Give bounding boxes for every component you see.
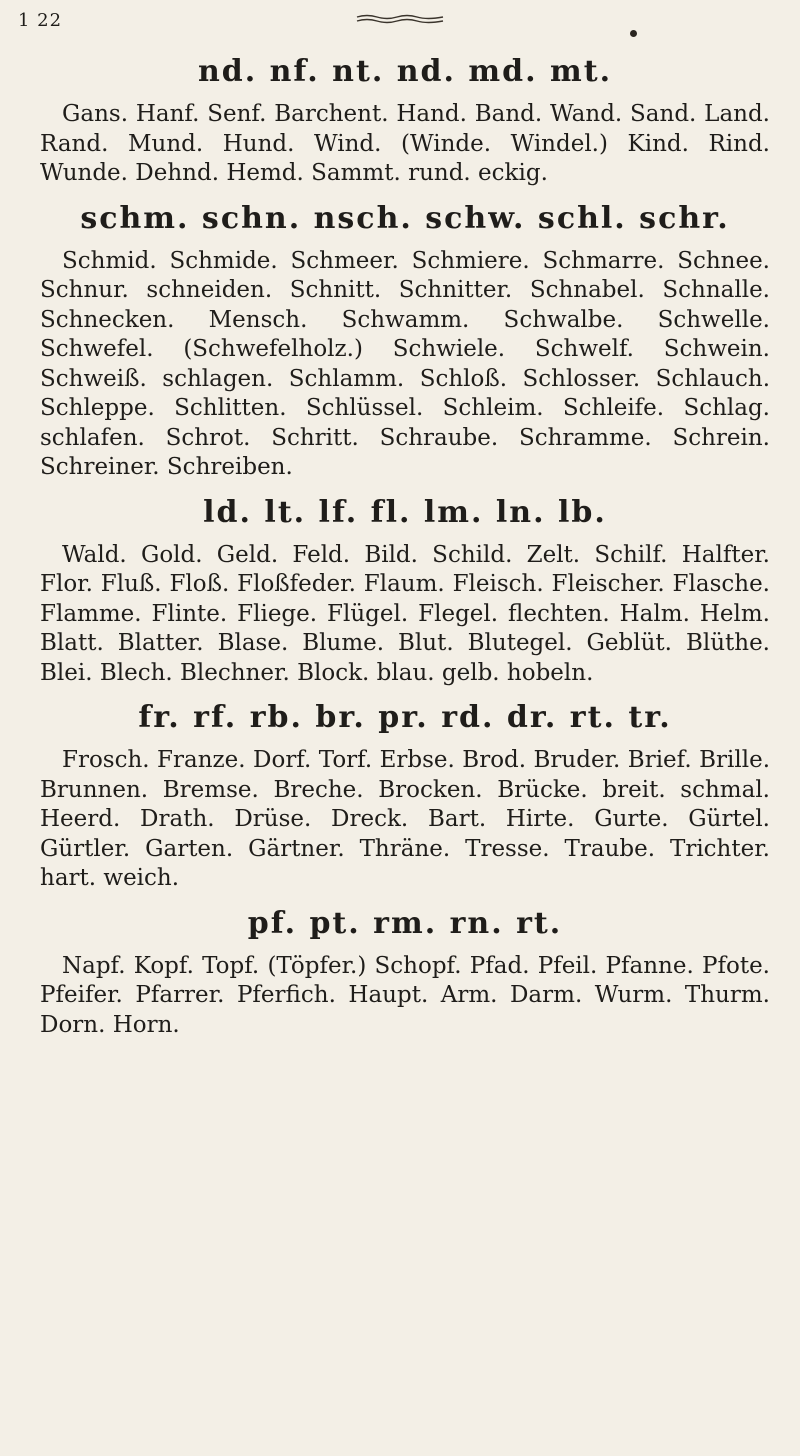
section-pf [40,904,770,1041]
section-heading: fr. rf. rb. br. pr. rd. dr. rt. tr. [138,700,672,735]
section-heading: ld. lt. lf. fl. lm. ln. lb. [203,494,607,530]
word-list: Gans. Hanf. Senf. Barchent. Hand. Band. Wand. Sand. Land. Rand. Mund. Hund. Wind. (Winde. Windel.) Kind. Rind. Wunde. Dehnd. Hemd. Sammt. rund. eckig. [40,101,770,186]
section-ld [40,493,770,689]
page-number: 1 22 [18,10,63,31]
word-list: Frosch. Franze. Dorf. Torf. Erbse. Brod. Bruder. Brief. Brille. Brunnen. Bremse. Breche. Brocken. Brücke. breit. schmal. Heerd. Drath. Drüse. Dreck. Bart. Hirte. Gurte. Gürtel. Gürtler. Garten. Gärtner. Thräne. Tresse. Traube. Trichter. hart. weich. [40,747,770,891]
section-heading: schm. schn. nsch. schw. schl. schr. [80,200,730,236]
section-heading: nd. nf. nt. nd. md. mt. [197,54,613,89]
section-fr [40,698,770,894]
word-list: Wald. Gold. Geld. Feld. Bild. Schild. Zelt. Schilf. Halfter. Flor. Fluß. Floß. Floßfeder. Flaum. Fleisch. Fleischer. Flasche. Flamme. Flinte. Fliege. Flügel. Flegel. flechten. Halm. Helm. Blatt. Blatter. Blase. Blume. Blut. Blutegel. Geblüt. Blüthe. Blei. Blech. Blechner. Block. blau. gelb. hobeln. [40,541,770,686]
section-schm [40,199,770,483]
word-list: Napf. Kopf. Topf. (Töpfer.) Schopf. Pfad. Pfeil. Pfanne. Pfote. Pfeifer. Pfarrer. Pferfich. Haupt. Arm. Darm. Wurm. Thurm. Dorn. Horn. [40,952,770,1038]
section-heading: pf. pt. rm. rn. rt. [247,905,563,941]
ink-dot [630,30,637,37]
section-nd [40,52,770,189]
header-ornament [355,14,445,24]
page-content [40,42,770,1048]
word-list: Schmid. Schmide. Schmeer. Schmiere. Schmarre. Schnee. Schnur. schneiden. Schnitt. Schnitter. Schnabel. Schnalle. Schnecken. Mensch. Schwamm. Schwalbe. Schwelle. Schwefel. (Schwefelholz.) Schwiele. Schwelf. Schwein. Schweiß. schlagen. Schlamm. Schloß. Schlosser. Schlauch. Schleppe. Schlitten. Schlüssel. Schleim. Schleife. Schlag. schlafen. Schrot. Schritt. Schraube. Schramme. Schrein. Schreiner. Schreiben. [40,247,770,480]
